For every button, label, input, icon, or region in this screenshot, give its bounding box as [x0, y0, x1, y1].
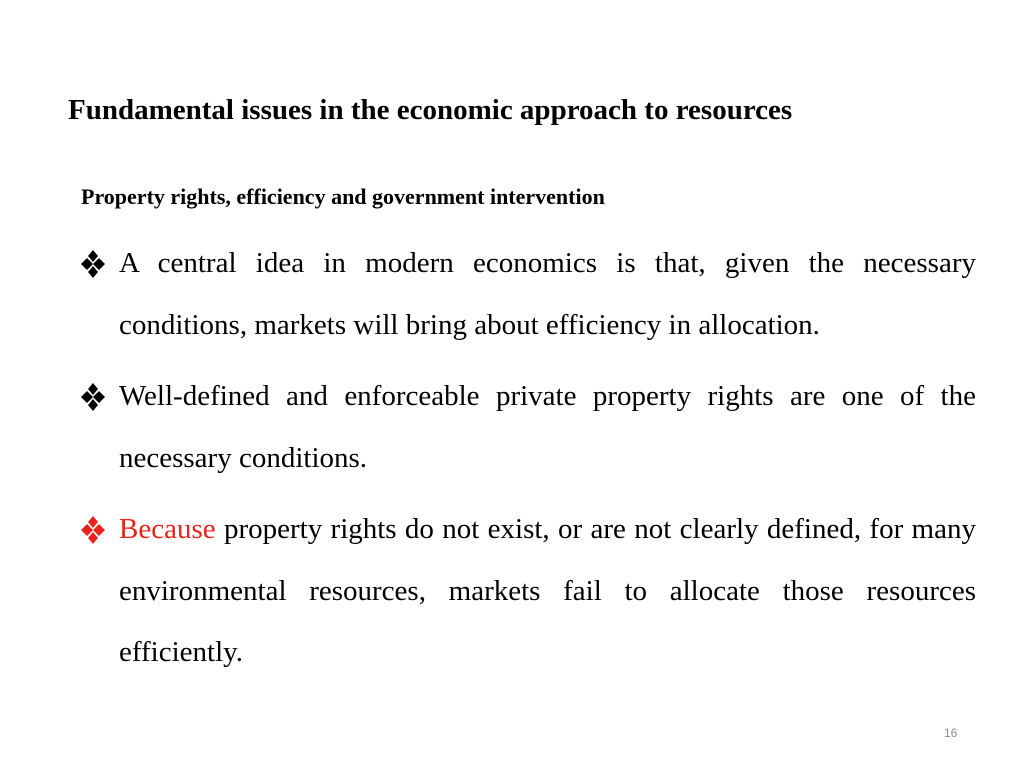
bullet-list	[78, 233, 976, 694]
bullet-item-2	[78, 366, 976, 489]
bullet-text-3: property rights do not exist, or are not clearly defined, for many environmental resources, markets fail to allocate those resources efficiently.	[119, 513, 976, 668]
bullet-lead-highlight: Because	[119, 513, 216, 545]
page-number: 16	[944, 726, 958, 740]
diamond-quad-bullet-icon	[78, 515, 108, 545]
bullet-item-1	[78, 233, 976, 356]
diamond-quad-bullet-icon	[78, 249, 108, 279]
bullet-item-3	[78, 499, 976, 684]
slide-subtitle: Property rights, efficiency and government intervention	[81, 184, 605, 209]
slide-title: Fundamental issues in the economic approach to resources	[68, 94, 793, 126]
bullet-text-2: Well-defined and enforceable private property rights are one of the necessary conditions.	[119, 380, 976, 474]
bullet-text-1: A central idea in modern economics is that, given the necessary conditions, markets will bring about efficiency in allocation.	[119, 247, 976, 341]
diamond-quad-bullet-icon	[78, 382, 108, 412]
